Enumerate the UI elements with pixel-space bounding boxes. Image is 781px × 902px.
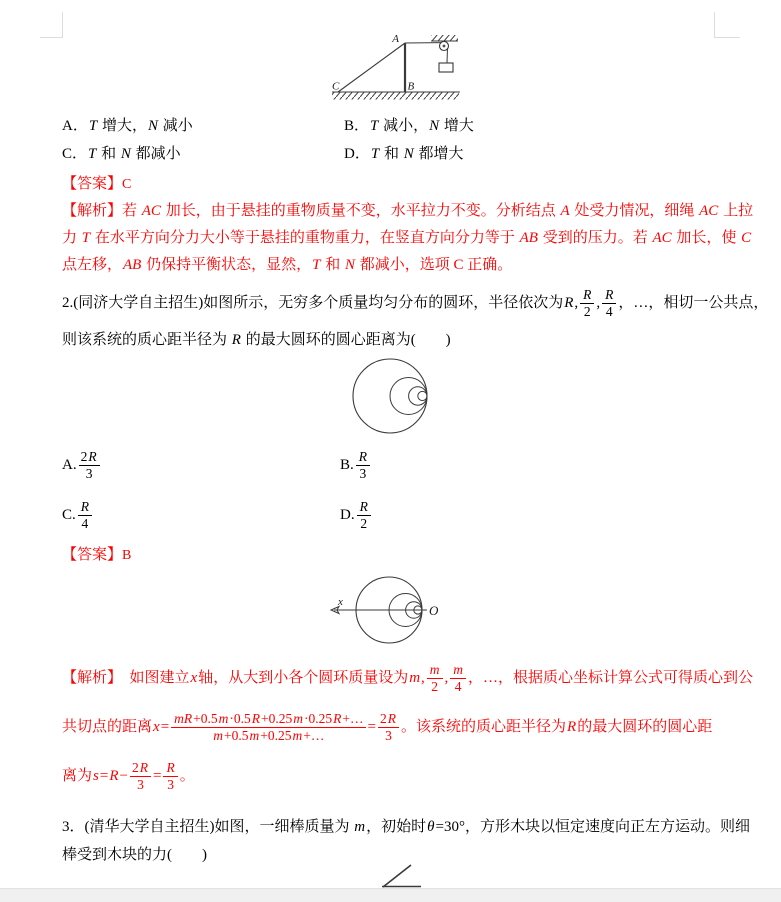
fig1-label-C: C — [332, 80, 340, 93]
fig1-label-B: B — [407, 80, 415, 93]
q2-analysis-line2: 共切点的距离 x = $\frac{mR+0.5m\cdot 0.5R+0.25m\cdot 0.25R+\dots}{m+0.5m+0.25m+\dots}$ = $\frac{2R}{3}$ 。该系统的质心距半径为 R 的最大圆环的圆心距 — [62, 710, 713, 743]
leaning-rod — [383, 865, 411, 887]
q1-option-a: A．T 增大，N 减小 — [62, 118, 193, 134]
q3-figure-partial — [378, 862, 424, 888]
q2-answer-tag: 【答案】 — [62, 547, 123, 563]
q1-analysis-line3: 点左移，AB 仍保持平衡状态，显然，T 和 N 都减小，选项 C 正确。 — [62, 257, 513, 273]
q2-answer — [62, 545, 131, 566]
q3-stem-line2: 棒受到木块的力( ) — [62, 847, 207, 863]
q2-analysis-line1: 【解析】 如图建立 x 轴，从大到小各个圆环质量设为 m , $\frac{m}{2}$ , $\frac{m}{4}$ ，…，根据质心坐标计算公式可得质心到公 — [62, 661, 754, 694]
rope-AC — [338, 43, 405, 92]
pulley-mount-hatching — [431, 35, 458, 41]
hanging-weight — [439, 63, 453, 72]
q1-figure — [330, 34, 462, 104]
q3-stem-line1: 3．(清华大学自主招生)如图，一细棒质量为 m，初始时θ=30°，方形木块以恒定速度向正左方运动。则细 — [62, 819, 750, 835]
q1-option-b: B．T 减小，N 增大 — [344, 118, 474, 134]
ground-hatching — [332, 93, 459, 100]
q1-answer-tag: 【答案】 — [62, 176, 123, 192]
text-boundary-mark-top-left-h — [40, 37, 63, 38]
q2-option-d: D. $\frac{R}{2}$ — [340, 497, 373, 533]
text-boundary-mark-top-left-v — [62, 12, 63, 37]
q2-option-a: A. $\frac{2R}{3}$ — [62, 447, 102, 483]
fig3-label-O: O — [429, 603, 439, 618]
q2-stem-line1: 2.(同济大学自主招生)如图所示，无穷多个质量均匀分布的圆环，半径依次为 R , $\frac{R}{2}$ , $\frac{R}{4}$ ，…，相切一公共点， — [62, 286, 769, 319]
text-boundary-mark-top-right-h — [714, 37, 740, 38]
q2-stem-line2: 则该系统的质心距半径为 R 的最大圆环的圆心距离为( ) — [62, 332, 451, 348]
fig1-label-A: A — [392, 34, 399, 45]
q2-analysis-line3: 离为 s = R − $\frac{2R}{3}$ = $\frac{R}{3}$ 。 — [62, 759, 195, 792]
page-bottom-gap — [0, 888, 781, 902]
q2-figure-circles — [347, 356, 447, 436]
q1-option-c: C．T 和 N 都减小 — [62, 146, 181, 162]
q1-analysis-line1: 【解析】若 AC 加长，由于悬挂的重物质量不变，水平拉力不变。分析结点 A 处受力情况，细绳 AC 上拉 — [62, 203, 754, 219]
q1-option-d: D．T 和 N 都增大 — [344, 146, 464, 162]
q2-analysis-figure — [328, 562, 443, 658]
q1-analysis-line2: 力 T 在水平方向分力大小等于悬挂的重物重力，在竖直方向分力等于 AB 受到的压力。若 AC 加长，使 C — [62, 230, 752, 246]
q1-answer — [62, 174, 131, 195]
q2-option-b: B. $\frac{R}{3}$ — [340, 447, 372, 483]
text-boundary-mark-top-right-v — [714, 12, 715, 37]
q1-answer-value: C — [122, 177, 132, 192]
q2-option-c: C. $\frac{R}{4}$ — [62, 497, 94, 533]
q2-answer-value: B — [122, 548, 132, 563]
fig3-label-x: x — [338, 596, 343, 608]
